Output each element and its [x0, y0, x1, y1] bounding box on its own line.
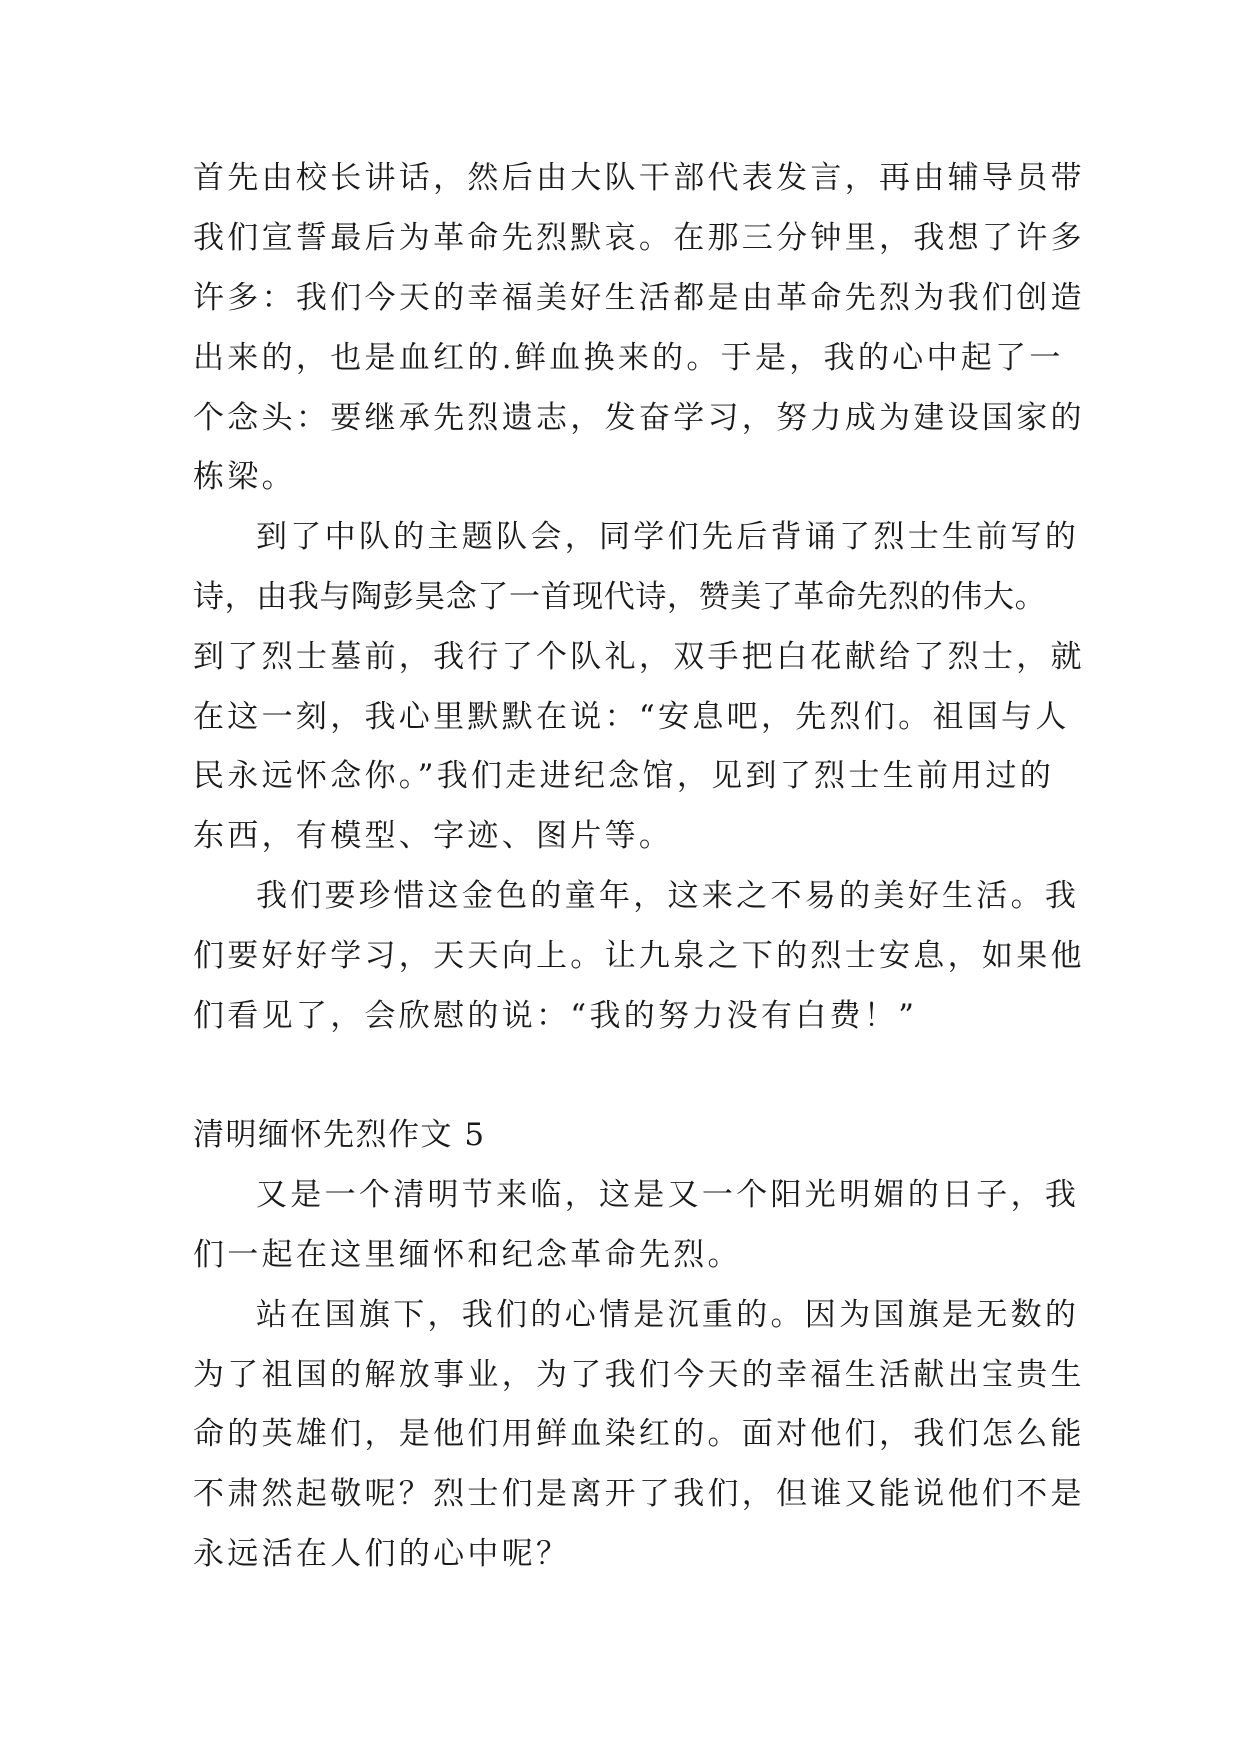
paragraph-5-line-4: 不肃然起敬呢？烈士们是离开了我们，但谁又能说他们不是	[193, 1476, 1085, 1512]
paragraph-2-line-3: 到了烈士墓前，我行了个队礼，双手把白花献给了烈士，就	[193, 639, 1085, 675]
paragraph-1-line-1: 首先由校长讲话，然后由大队干部代表发言，再由辅导员带	[193, 160, 1085, 196]
paragraph-4-line-1: 又是一个清明节来临，这是又一个阳光明媚的日子，我	[256, 1177, 1080, 1213]
paragraph-1-line-2: 我们宣誓最后为革命先烈默哀。在那三分钟里，我想了许多	[193, 220, 1085, 256]
paragraph-1-line-5: 个念头：要继承先烈遗志，发奋学习，努力成为建设国家的	[193, 400, 1085, 436]
paragraph-2-line-2: 诗，由我与陶彭昊念了一首现代诗，赞美了革命先烈的伟大。	[193, 579, 1047, 615]
paragraph-1-line-3: 许多：我们今天的幸福美好生活都是由革命先烈为我们创造	[193, 280, 1085, 316]
paragraph-5-line-2: 为了祖国的解放事业，为了我们今天的幸福生活献出宝贵生	[193, 1357, 1085, 1393]
paragraph-4-line-2: 们一起在这里缅怀和纪念革命先烈。	[193, 1237, 742, 1273]
paragraph-1-line-4: 出来的，也是血红的.鲜血换来的。于是，我的心中起了一	[193, 340, 1064, 376]
paragraph-5-line-1: 站在国旗下，我们的心情是沉重的。因为国旗是无数的	[256, 1297, 1080, 1333]
paragraph-2-line-1: 到了中队的主题队会，同学们先后背诵了烈士生前写的	[256, 519, 1080, 555]
paragraph-5-line-5: 永远活在人们的心中呢？	[193, 1536, 571, 1572]
paragraph-2-line-4: 在这一刻，我心里默默在说：“安息吧，先烈们。祖国与人	[193, 699, 1070, 735]
paragraph-2-line-6: 东西，有模型、字迹、图片等。	[193, 818, 674, 854]
paragraph-3-line-2: 们要好好学习，天天向上。让九泉之下的烈士安息，如果他	[193, 938, 1085, 974]
paragraph-5-line-3: 命的英雄们，是他们用鲜血染红的。面对他们，我们怎么能	[193, 1416, 1085, 1452]
section-heading: 清明缅怀先烈作文 5	[193, 1117, 486, 1153]
paragraph-3-line-1: 我们要珍惜这金色的童年，这来之不易的美好生活。我	[256, 878, 1080, 914]
paragraph-2-line-5: 民永远怀念你。”我们走进纪念馆，见到了烈士生前用过的	[193, 758, 1055, 794]
paragraph-3-line-3: 们看见了，会欣慰的说：“我的努力没有白费！”	[193, 998, 918, 1034]
paragraph-1-line-6: 栋梁。	[193, 459, 296, 495]
